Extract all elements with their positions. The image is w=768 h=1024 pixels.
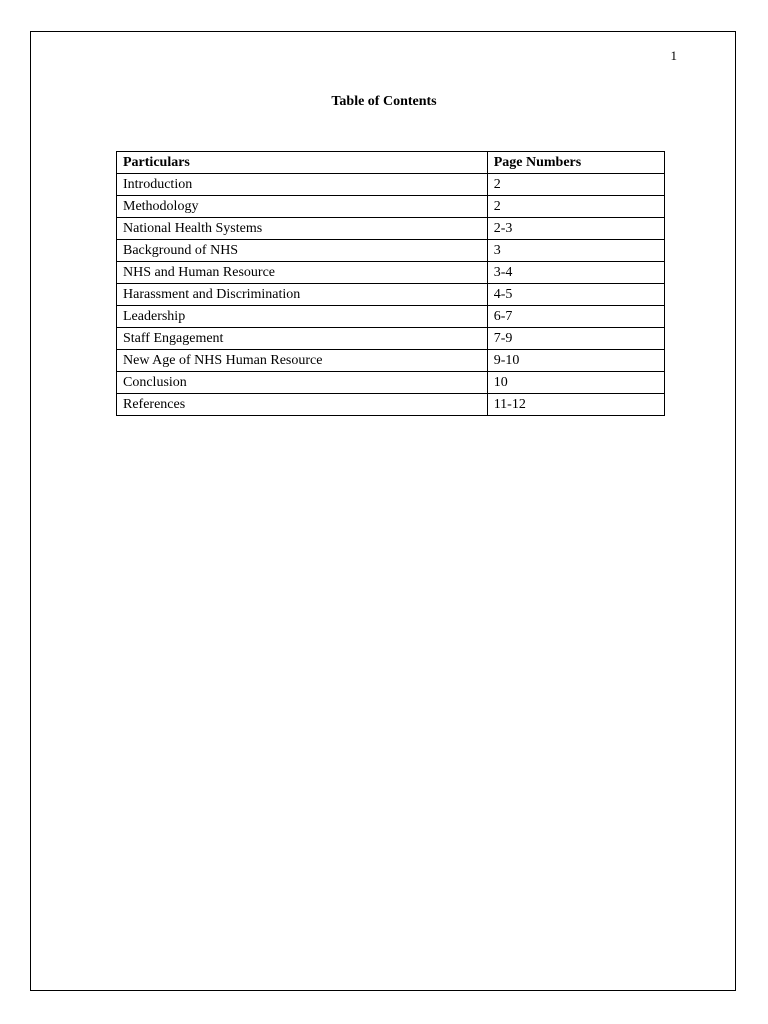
section-name: Methodology [117,196,488,218]
section-pages: 9-10 [487,350,664,372]
page-title: Table of Contents [331,94,437,109]
table-row [117,240,665,262]
table-row [117,306,665,328]
table-row [117,262,665,284]
section-name: National Health Systems [117,218,488,240]
table-row [117,196,665,218]
section-name: Leadership [117,306,488,328]
table-row [117,284,665,306]
page-number: 1 [670,48,677,63]
section-pages: 2 [487,196,664,218]
section-pages: 7-9 [487,328,664,350]
table-header-row [117,152,665,174]
table-row [117,394,665,416]
section-name: Introduction [117,174,488,196]
section-pages: 3-4 [487,262,664,284]
section-name: Background of NHS [117,240,488,262]
section-name: New Age of NHS Human Resource [117,350,488,372]
section-name: References [117,394,488,416]
section-pages: 6-7 [487,306,664,328]
table-row [117,328,665,350]
table-row [117,372,665,394]
section-pages: 10 [487,372,664,394]
section-pages: 11-12 [487,394,664,416]
section-pages: 3 [487,240,664,262]
document-page [30,31,736,991]
column-header-page-numbers: Page Numbers [487,152,664,174]
section-name: Staff Engagement [117,328,488,350]
section-name: Conclusion [117,372,488,394]
table-row [117,350,665,372]
column-header-particulars: Particulars [117,152,488,174]
section-pages: 2 [487,174,664,196]
table-row [117,174,665,196]
section-name: NHS and Human Resource [117,262,488,284]
section-pages: 2-3 [487,218,664,240]
table-row [117,218,665,240]
section-pages: 4-5 [487,284,664,306]
section-name: Harassment and Discrimination [117,284,488,306]
toc-table [116,151,665,416]
